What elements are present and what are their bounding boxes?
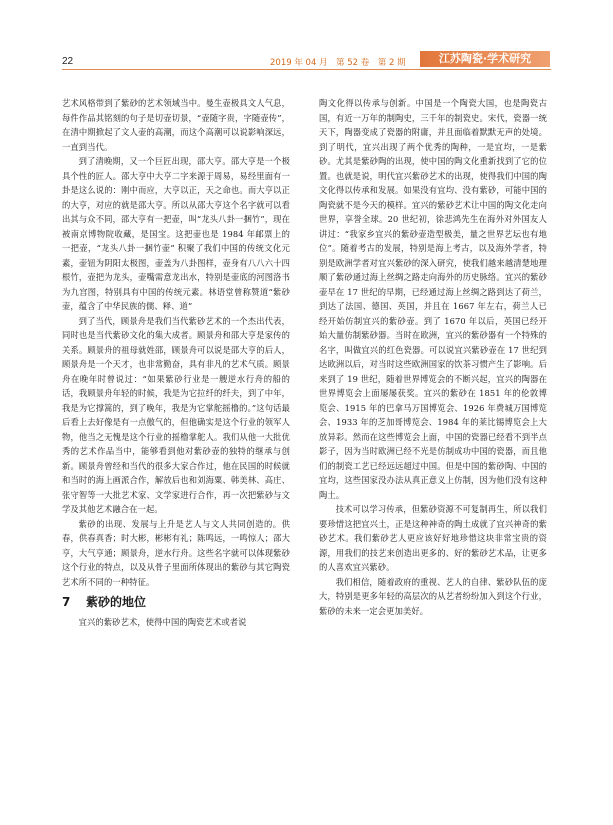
paragraph: 艺术风格带到了紫砂的艺术领域当中。曼生壶极具文人气息，每件作品其铭刻的句子是切壶切景，“壶随字贵，字随壶传”，在清中期掀起了文人壶的高潮，而这个高潮可以说影响深远，一直到当代。 xyxy=(62,98,290,152)
paragraph: 到了当代，顾景舟是我们当代紫砂艺术的一个杰出代表，同时也是当代紫砂文化的集大成者。顾景舟和邵大亨是家传的关系。顾景舟的祖母就姓邵，顾景舟可以说是邵大亨的后人，顾景舟是一个天才，也非常勤奋，具有非凡的艺术气质。顾景舟在晚年时曾说过：“如果紫砂行业是一艘逆水行舟的船的话，我顾景舟年轻的时候，我是为它拉纤的纤夫，到了中年，我是为它撑篙的，到了晚年，我是为它掌舵摇橹的。”这句话最后看上去好像是有一点傲气的，但他确实是这个行业的领军人物，他当之无愧是这个行业的摇橹掌舵人。我们从他一大批优秀的艺术作品当中，能够看到他对紫砂壶的独特的继承与创新。顾景舟曾经和当代的很多大家合作过，他在民国的时候就和当时的海上画派合作，解放后也和刘海粟、韩美林、高庄、张守智等一大批艺术家、文学家进行合作，再一次把紫砂与文学及其他艺术融合在一起。 xyxy=(62,315,290,514)
header-rule xyxy=(62,69,551,70)
page-header xyxy=(0,0,613,72)
paragraph: 陶文化得以传承与创新。中国是一个陶瓷大国，也是陶瓷古国，有近一万年的制陶史，三千年的制瓷史。宋代，瓷器一统天下，陶器变成了瓷器的附庸，并且面临着默默无声的处境。到了明代，宜兴出现了两个优秀的陶种，一是宜均，一是紫砂。尤其是紫砂陶的出现，使中国的陶文化重新找到了它的位置。也就是说，明代宜兴紫砂艺术的出现，使得我们中国的陶文化得以传承和发展。如果没有宜均、没有紫砂，可能中国的陶瓷就不是今天的模样。宜兴的紫砂艺术让中国的陶文化走向世界，享誉全球。20 世纪初，徐悲鸿先生在海外对外国友人讲过：“我家乡宜兴的紫砂壶造型极美，量之世界艺坛也有地位”。随着考古的发展，特别是海上考古，以及海外学者，特别是欧洲学者对宜兴紫砂的深入研究，使我们越来越清楚地理顺了紫砂通过海上丝绸之路走向海外的历史脉络。宜兴的紫砂壶早在 17 世纪的早期，已经通过海上丝绸之路到达了荷兰，到达了法国、德国、英国，并且在 1667 年左右，荷兰人已经开始仿制宜兴的紫砂壶。到了 1670 年以后，英国已经开始大量仿制紫砂器。当时在欧洲，宜兴的紫砂器有一个特殊的名字，叫做宜兴的红色瓷器。可以说宜兴紫砂壶在 17 世纪到达欧洲以后，对当时这些欧洲国家的饮茶习惯产生了影响。后来到了 19 世纪，随着世界博览会的不断兴起，宜兴的陶器在世界博览会上面屡屡获奖。宜兴的紫砂在 1851 年的伦敦博览会、1915 年的巴拿马万国博览会、1926 年费城万国博览会、1933 年的芝加哥博览会、1984 年的莱比锡博览会上大放异彩。然而在这些博览会上面，中国的瓷器已经看不到半点影子，因为当时欧洲已经不光是仿制成功中国的瓷器，而且他们的制瓷工艺已经远远超过中国。但是中国的紫砂陶、中国的宜均，这些国家没办法从真正意义上仿制，因为他们没有这种陶土。 xyxy=(319,98,547,500)
paragraph: 紫砂的出现、发展与上升是艺人与文人共同创造的。供春，供春真香；时大彬，彬彬有礼；陈鸣远，一鸣惊人；邵大亨，大气亨通；顾景舟，逆水行舟。这些名字就可以体现紫砂这个行业的特点，以及从骨子里面所体现出的紫砂与其它陶瓷艺术所不同的一种特征。 xyxy=(62,518,290,587)
paragraph: 宜兴的紫砂艺术，使得中国的陶瓷艺术或者说 xyxy=(78,617,247,627)
section-number: 7 xyxy=(62,595,71,609)
journal-title: 江苏陶瓷·学术研究 xyxy=(420,51,550,67)
page-number: 22 xyxy=(62,56,74,67)
section-heading xyxy=(62,593,290,611)
issue-info: 2019 年 04 月 第 52 卷 第 2 期 xyxy=(270,58,406,68)
paragraph: 我们相信，随着政府的重视、艺人的自律、紫砂队伍的庞大，特别是更多年轻的高层次的从艺者纷纷加入到这个行业，紫砂的未来一定会更加美好。 xyxy=(319,576,547,616)
section-title: 紫砂的地位 xyxy=(86,595,147,609)
paragraph: 到了清晚期，又一个巨匠出现，邵大亨。邵大亨是一个极具个性的匠人。邵大亨中大亨二字来源于周易，易经里面有一卦是这么说的：刚中而应，大亨以正，天之命也。而大亨以正的大亨，对应的就是邵大亨。所以从邵大亨这个名字就可以看出其与众不同，邵大亨有一把壶，叫“龙头八卦一捆竹”，现在被南京博物院收藏，是国宝。这把壶也是 1984 年邮票上的一把壶，“龙头八卦一捆竹壶” 积聚了我们中国的传统文化元素，壶钮为阴阳太极图，壶盖为八卦图样，壶身有八八六十四根竹，壶把为龙头，壶嘴需意龙出水，特别是壶底的河图洛书为九宫图，特别具有中国的传统元素。林语堂曾称赞道“紫砂壶，蕴含了中华民族的儒、释、道” xyxy=(62,156,290,311)
right-column xyxy=(319,96,547,618)
left-column xyxy=(62,96,290,630)
paragraph: 技术可以学习传承，但紫砂资源不可复制再生，所以我们要珍惜这把宜兴土，正是这种神奇的陶土成就了宜兴神奇的紫砂艺术。我们紫砂艺人更应该好好地珍惜这块非常宝贵的资源，用我们的技艺来创造出更多的、好的紫砂艺术品，让更多的人喜欢宜兴紫砂。 xyxy=(319,504,547,572)
